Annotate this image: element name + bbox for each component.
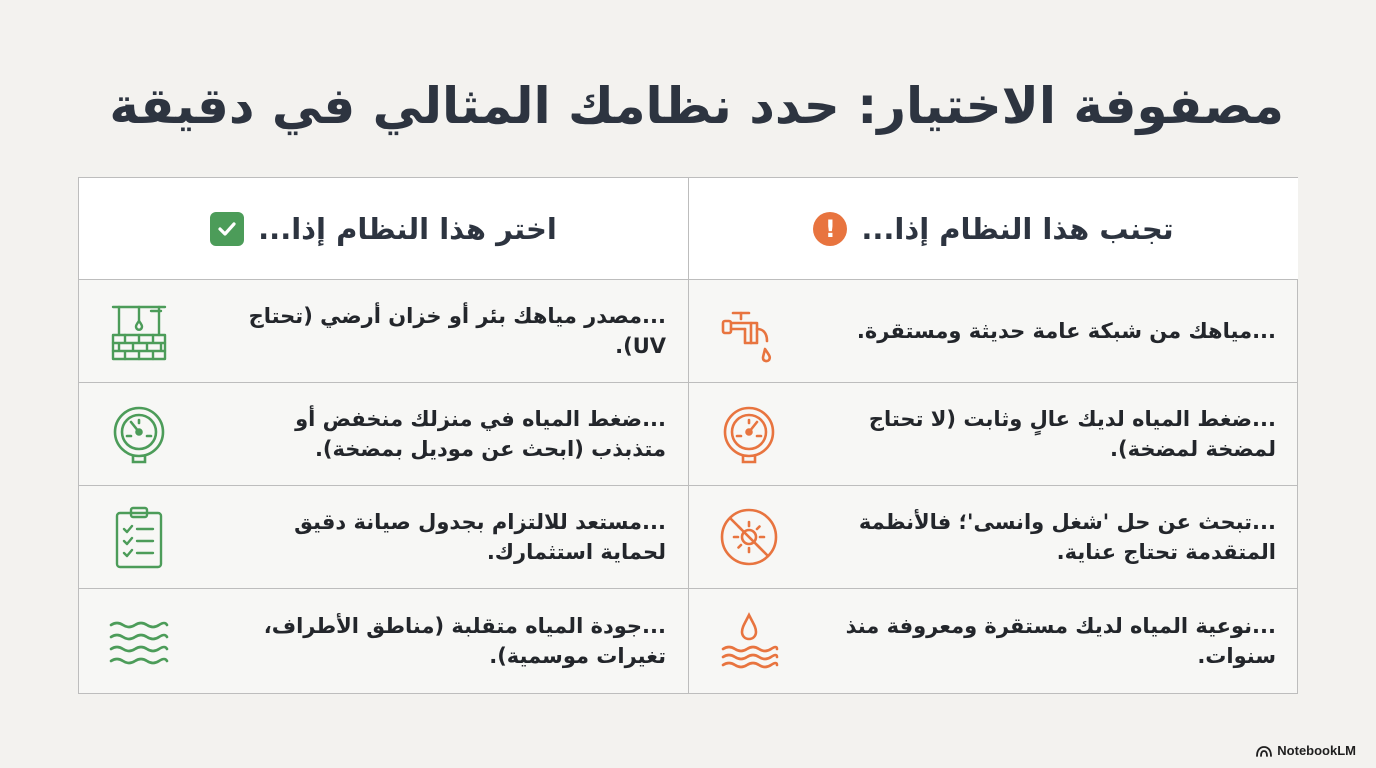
choose-column (79, 178, 688, 693)
notebooklm-logo-icon (1256, 745, 1272, 757)
avoid-column (689, 178, 1298, 693)
choose-row-text: ...جودة المياه متقلبة (مناطق الأطراف، تغيرات موسمية). (263, 613, 666, 668)
water-well-icon (107, 299, 171, 363)
avoid-row-3 (689, 486, 1298, 589)
pressure-gauge-icon (717, 402, 781, 466)
faucet-icon (717, 299, 781, 363)
avoid-row-2 (689, 383, 1298, 486)
page-title: مصفوفة الاختيار: حدد نظامك المثالي في دقيقة (109, 77, 1284, 135)
choose-row-3 (79, 486, 688, 589)
selection-matrix (78, 177, 1298, 694)
column-divider (688, 178, 689, 693)
choose-row-text: ...مصدر مياهك بئر أو خزان أرضي (تحتاج UV). (248, 304, 666, 358)
brand-footer (1256, 743, 1356, 758)
brand-label: NotebookLM (1277, 743, 1356, 758)
choose-row-2 (79, 383, 688, 486)
avoid-row-text: ...مياهك من شبكة عامة حديثة ومستقرة. (856, 319, 1276, 343)
choose-header (79, 178, 688, 280)
avoid-header (689, 178, 1298, 280)
waves-icon (107, 609, 171, 673)
choose-row-1 (79, 280, 688, 383)
avoid-row-1 (689, 280, 1298, 383)
checklist-clipboard-icon (107, 505, 171, 569)
pressure-gauge-icon (107, 402, 171, 466)
choose-header-label: اختر هذا النظام إذا... (258, 212, 557, 246)
exclamation-icon: ! (813, 212, 847, 246)
avoid-row-text: ...تبحث عن حل 'شغل وانسى'؛ فالأنظمة المتقدمة تحتاج عناية. (858, 510, 1276, 564)
choose-row-text: ...مستعد للالتزام بجدول صيانة دقيق لحماية استثمارك. (294, 510, 666, 564)
choose-row-text: ...ضغط المياه في منزلك منخفض أو متذبذب (ابحث عن موديل بمضخة). (295, 407, 666, 461)
no-maintenance-gear-icon (717, 505, 781, 569)
avoid-row-text: ...نوعية المياه لديك مستقرة ومعروفة منذ سنوات. (845, 613, 1276, 668)
checkmark-icon (210, 212, 244, 246)
choose-row-4 (79, 589, 688, 692)
avoid-row-text: ...ضغط المياه لديك عالٍ وثابت (لا تحتاج لمضخة لمضخة). (868, 407, 1276, 461)
avoid-row-4 (689, 589, 1298, 692)
water-drop-waves-icon (717, 609, 781, 673)
avoid-header-label: تجنب هذا النظام إذا... (861, 212, 1174, 246)
